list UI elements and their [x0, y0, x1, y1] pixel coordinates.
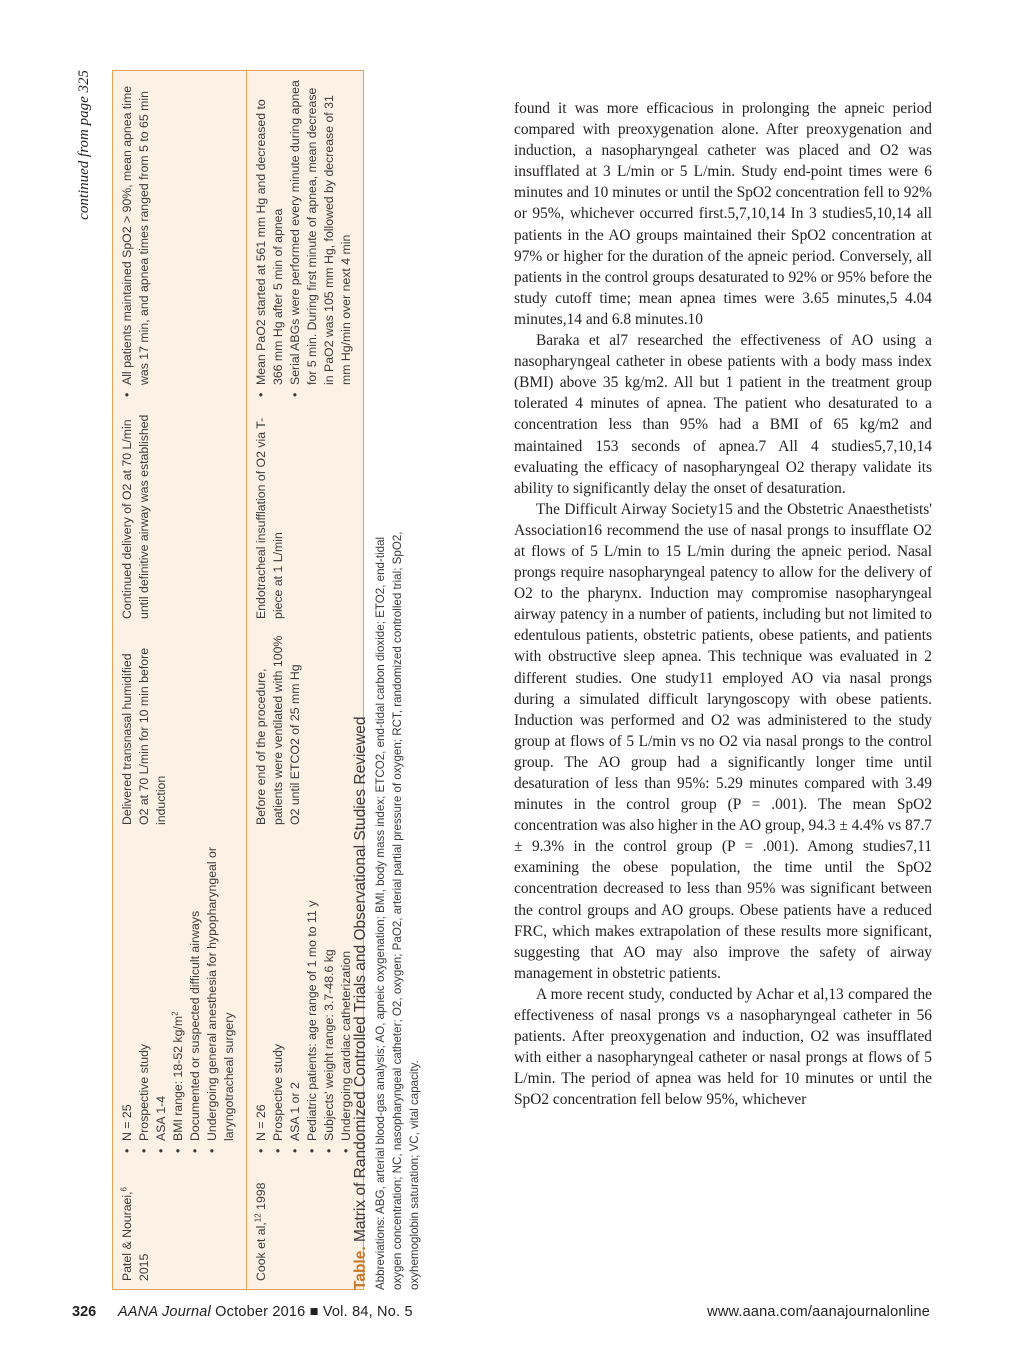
list-item: • Documented or suspected difficult airways: [187, 841, 204, 1153]
list-item: • Prospective study: [270, 841, 287, 1153]
list-item: • N = 25: [119, 841, 136, 1153]
list-item: • Pediatric patients: age range of 1 mo to 11 y: [304, 841, 321, 1153]
list-item: • Undergoing general anesthesia for hypopharyngeal or laryngotracheal surgery: [204, 841, 238, 1153]
body-text-column: [514, 98, 932, 1111]
journal-issue: [118, 1304, 413, 1320]
table-cell-preoxygenation: Delivered transnasal humidified O2 at 70 L/min for 10 min before induction: [113, 627, 247, 833]
rotated-table-block: [76, 70, 572, 1290]
table-caption: [352, 70, 423, 1290]
table-label: Table.: [352, 1246, 369, 1290]
journal-name: AANA Journal: [118, 1304, 211, 1320]
list-item: • Prospective study: [136, 841, 153, 1153]
body-paragraph: Baraka et al7 researched the effectiveness of AO using a nasopharyngeal catheter in obese patients with a body mass index (BMI) above 35 kg/m2. All but 1 patient in the treatment group tolerated 4 minutes of apnea. The patient who desaturated to a concentration less than 95% had a BMI of 65 kg/m2 and maintained 153 seconds of apnea.7 All 4 studies5,7,10,14 evaluating the efficacy of nasopharyngeal O2 therapy validate its ability to significantly delay the onset of desaturation.: [514, 332, 932, 497]
body-paragraph: found it was more efficacious in prolonging the apneic period compared with preoxygenation alone. After preoxygenation and induction, a nasopharyngeal catheter was placed and O2 was insufflated at 3 L/min or 5 L/min. Study end-point times were 6 minutes and 10 minutes or until the SpO2 concentration fell to 92% or 95%, whichever occurred first.5,7,10,14 In 3 studies5,10,14 all patients in the AO groups maintained their SpO2 concentration at 97% or higher for the duration of the apneic period. Conversely, all patients in the control groups desaturated to 92% or 95% before the study cutoff time; mean apnea times were 3.65 minutes,5 4.04 minutes,14 and 6.8 minutes.10: [514, 100, 932, 328]
table-cell-study: Patel & Nouraei,$^6$ 2015: [113, 1161, 247, 1290]
list-item: • All patients maintained SpO2 > 90%, mean apnea time was 17 min, and apnea times ranged from 5 to 65 min: [119, 79, 153, 397]
body-paragraph: A more recent study, conducted by Achar et al,13 compared the effectiveness of nasal prongs vs a nasopharyngeal catheter in 56 patients. After preoxygenation and induction, O2 was insufflated with either a nasopharyngeal catheter or nasal prongs at flows of 5 L/min. The period of apnea was held for 10 minutes or until the SpO2 concentration fell below 95%, whichever: [514, 985, 932, 1109]
list-item: • Mean PaO2 started at 561 mm Hg and decreased to 366 mm Hg after 5 min of apnea: [253, 79, 287, 397]
table-abbreviations: Abbreviations: ABG, arterial blood-gas analysis; AO, apneic oxygenation; BMI, body mass index; ETCO2, end-tidal carbon dioxide; ETO2, end-tidal oxygen concentration; NC, nasopharyngeal catheter; O2, oxygen; PaO2, arterial partial pressure of oxygen; RCT, randomized controlled trial; SpO2, oxyhemoglobin saturation; VC, vital capacity.: [374, 531, 421, 1290]
page-footer: [72, 1304, 930, 1326]
journal-url: www.aana.com/aanajournalonline: [707, 1304, 930, 1320]
table-title: [352, 70, 370, 1290]
table-row: [247, 71, 364, 1290]
table-cell-population: [113, 833, 247, 1161]
list-item: • Serial ABGs were performed every minute during apnea for 5 min. During first minute of apnea, mean decrease in PaO2 was 105 mm Hg, followed by decrease of 31 mm Hg/min over next 4 min: [287, 79, 355, 397]
list-item: • N = 26: [253, 841, 270, 1153]
page-number: 326: [72, 1304, 97, 1320]
studies-table: [112, 70, 364, 1290]
table-title-text: Matrix of Randomized Controlled Trials and Observational Studies Reviewed: [352, 716, 369, 1243]
continued-note: continued from page 325: [76, 70, 92, 220]
table-row: [113, 71, 247, 1290]
list-item: • Subjects' weight range: 3.7-48.6 kg: [321, 841, 338, 1153]
body-paragraph: The Difficult Airway Society15 and the Obstetric Anaesthetists' Association16 recommend the use of nasal prongs to insufflate O2 at flows of 5 L/min to 15 L/min during the apneic period. Nasal prongs require nasopharyngeal patency to allow for the delivery of O2 to the pharynx. Induction may compromise nasopharyngeal airway patency in a number of patients, including but not limited to edentulous patients, obstetric patients, obese patients, and patients with obstructive sleep apnea. This technique was evaluated in 2 different studies. One study11 employed AO via nasal prongs during a simulated difficult laryngoscopy with obese patients. Induction was performed and O2 was administered to the study group at flows of 5 L/min vs no O2 via nasal prongs to the control group. The AO group had a significantly longer time until desaturation of less than 95%: 5.29 minutes compared with 3.49 minutes in the control group (P = .001). The mean SpO2 concentration was also higher in the AO group, 94.3 ± 4.4% vs 87.7 ± 9.3% in the control group (P = .001). Among studies7,11 examining the obese population, the time until the SpO2 concentration decreased to less than 95% was significant between the control groups and AO groups. Obese patients have a reduced FRC, which makes extrapolation of these results more significant, suggesting that AO may also improve the safety of airway management in obstetric patients.: [514, 500, 932, 982]
table-cell-study: Cook et al,$^{12}$ 1998: [253, 1182, 268, 1281]
table-cell-outcomes: [247, 71, 364, 406]
table-cell-ao-method: Endotracheal insufflation of O2 via T-piece at 1 L/min: [254, 417, 285, 619]
list-item: • ASA 1 or 2: [287, 841, 304, 1153]
table-cell-population: [247, 833, 364, 1161]
list-item: • BMI range: 18-52 $kg/m^2$: [170, 841, 187, 1153]
list-item: • ASA 1-4: [153, 841, 170, 1153]
list-item: • Undergoing cardiac catheterization: [338, 841, 355, 1153]
issue-info: October 2016 ■ Vol. 84, No. 5: [215, 1304, 413, 1320]
table-cell-preoxygenation: Before end of the procedure, patients were ventilated with 100% O2 until ETCO2 of 25 mm Hg: [254, 635, 302, 825]
table-cell-outcomes: [113, 71, 247, 406]
table-cell-ao-method: Continued delivery of O2 at 70 L/min until definitive airway was established: [113, 405, 247, 627]
